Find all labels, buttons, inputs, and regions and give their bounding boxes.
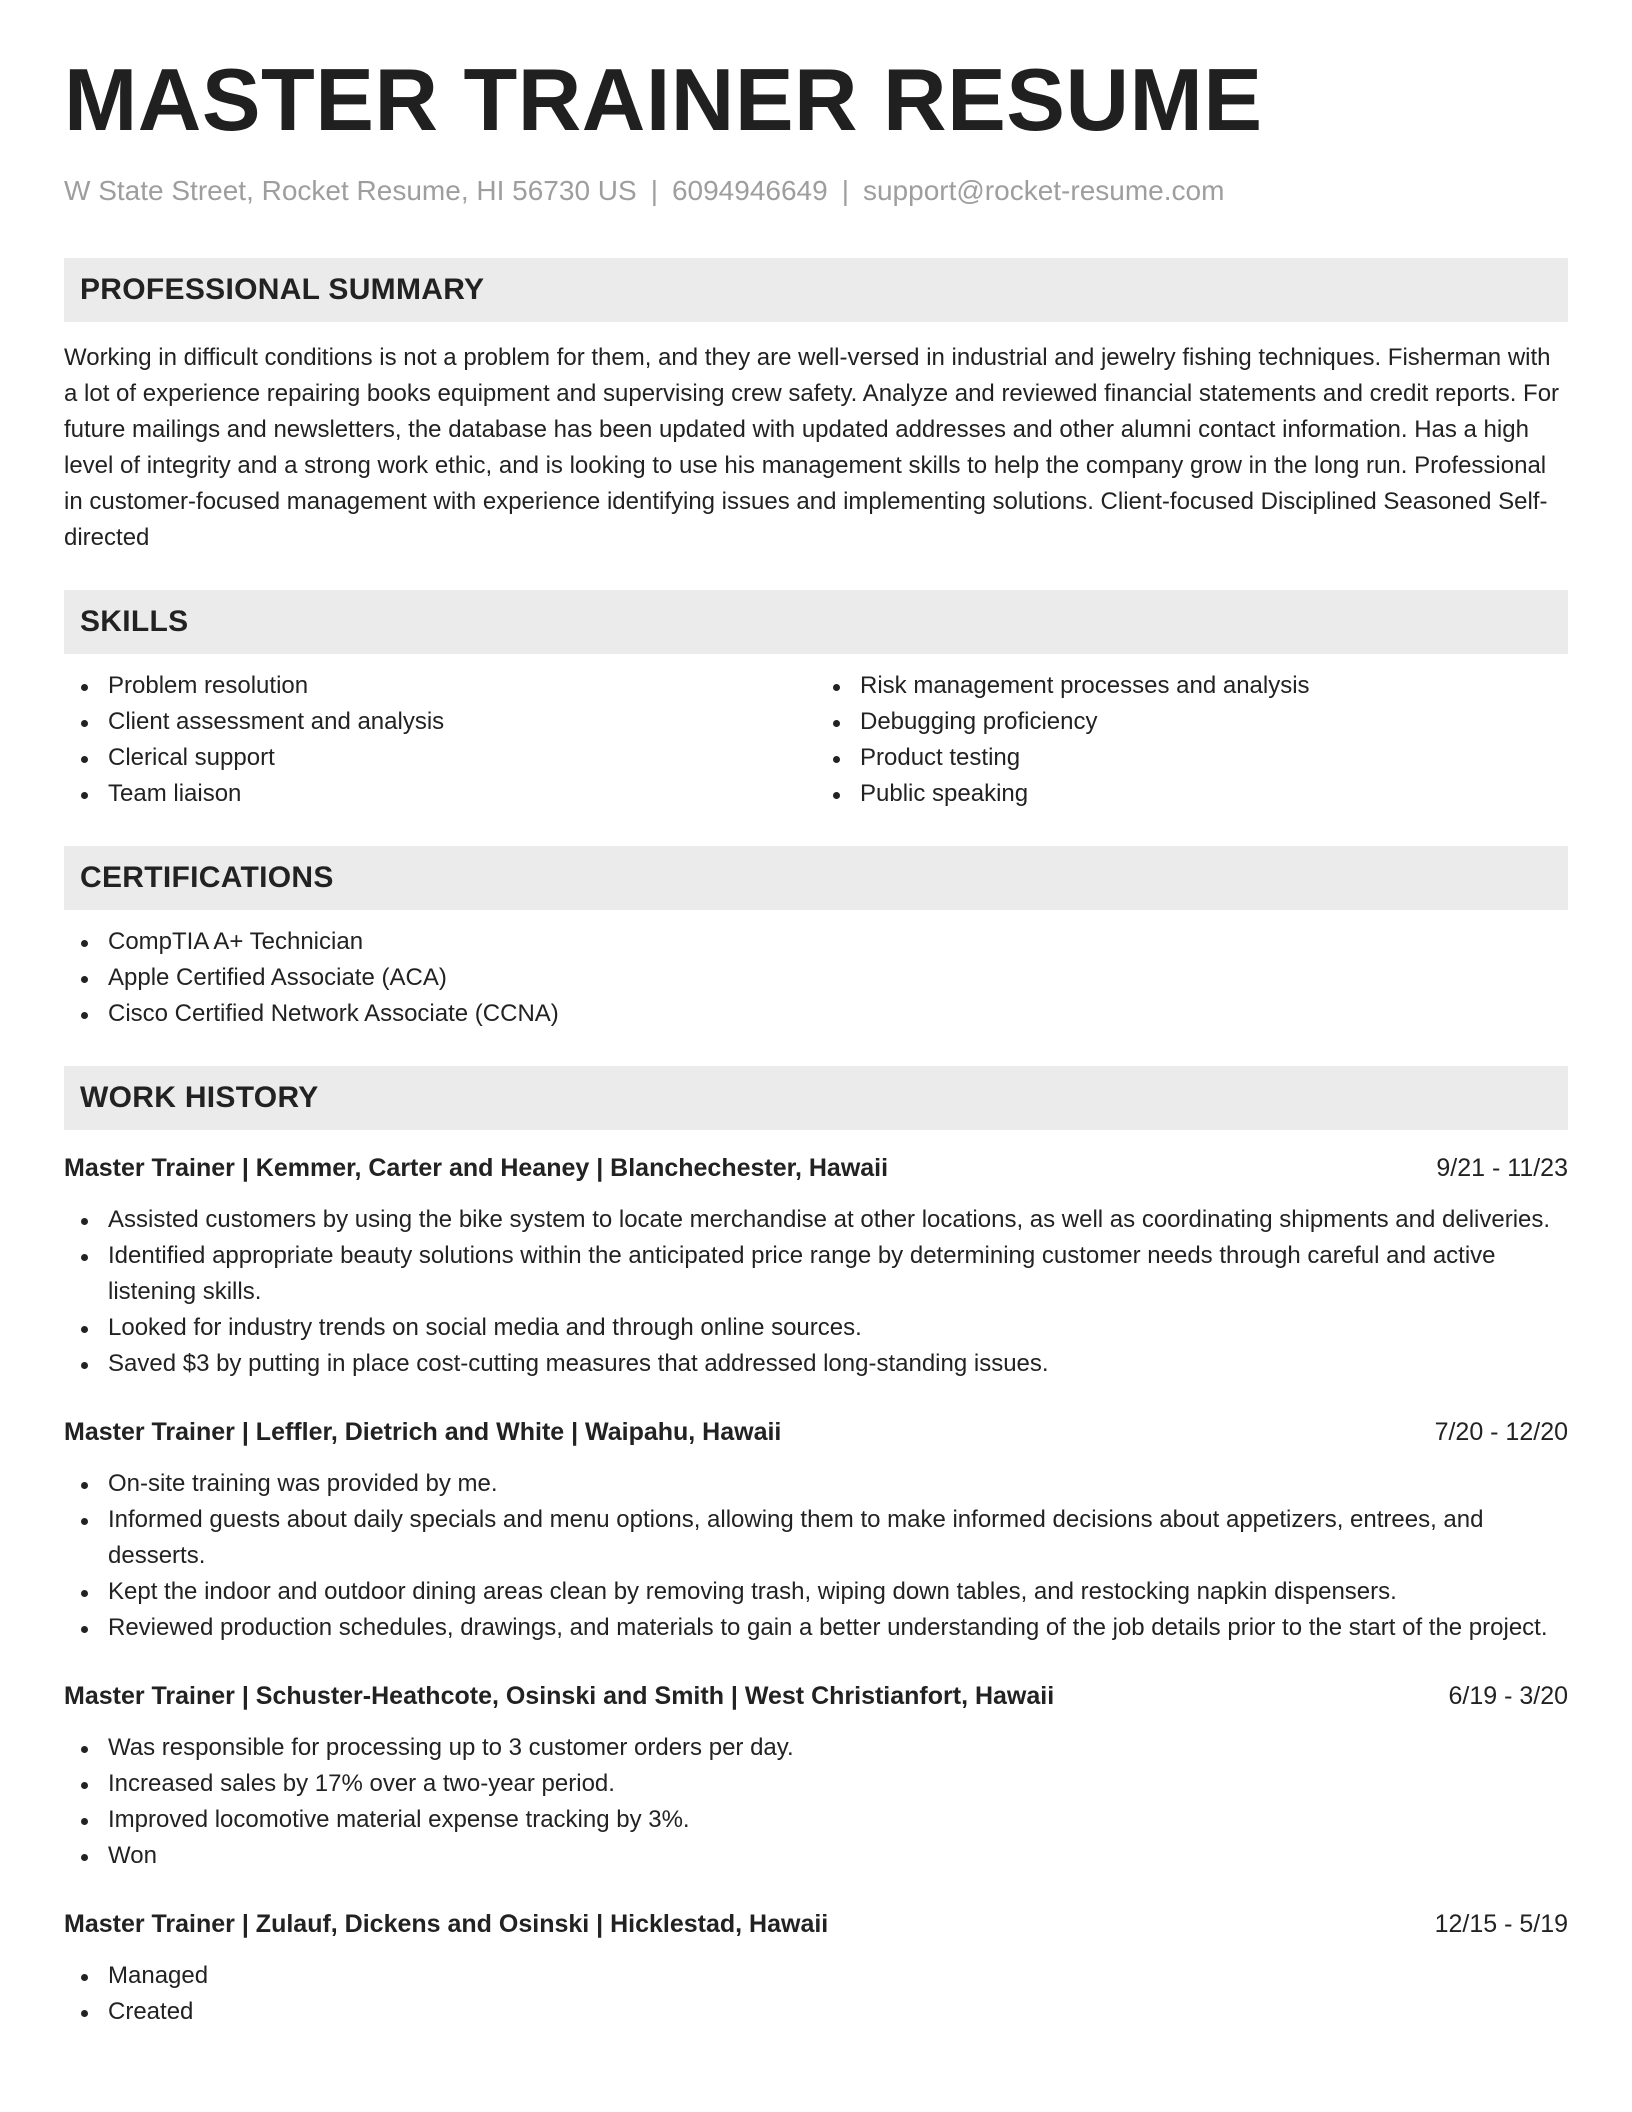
job-heading-row (64, 1906, 1568, 1942)
job-bullet: Was responsible for processing up to 3 customer orders per day. (108, 1730, 1568, 1766)
skill-item: Clerical support (108, 740, 816, 776)
skill-item: Public speaking (860, 776, 1568, 812)
job-dates: 7/20 - 12/20 (1434, 1417, 1568, 1446)
skills-list-right (816, 668, 1568, 812)
job-entry (64, 1150, 1568, 1382)
job-entry (64, 1414, 1568, 1646)
skills-column-right (816, 654, 1568, 812)
contact-email: support@rocket-resume.com (862, 175, 1225, 206)
skill-item: Client assessment and analysis (108, 704, 816, 740)
job-heading: Master Trainer | Leffler, Dietrich and White | Waipahu, Hawaii (64, 1417, 782, 1446)
job-bullet: Saved $3 by putting in place cost-cutting measures that addressed long-standing issues. (108, 1346, 1568, 1382)
work-history-section-header: WORK HISTORY (64, 1066, 1568, 1130)
job-bullets (64, 1958, 1568, 2030)
job-heading-row (64, 1678, 1568, 1714)
job-bullet: Increased sales by 17% over a two-year period. (108, 1766, 1568, 1802)
job-dates: 9/21 - 11/23 (1436, 1153, 1568, 1182)
job-heading-row (64, 1414, 1568, 1450)
skill-item: Team liaison (108, 776, 816, 812)
skill-item: Product testing (860, 740, 1568, 776)
job-entry (64, 1906, 1568, 2030)
job-bullet: Identified appropriate beauty solutions within the anticipated price range by determining customer needs through careful and active listening skills. (108, 1238, 1568, 1310)
contact-phone: 6094946649 (671, 175, 828, 206)
job-bullet: Won (108, 1838, 1568, 1874)
job-bullets (64, 1730, 1568, 1874)
job-bullet: Looked for industry trends on social media and through online sources. (108, 1310, 1568, 1346)
skills-column-left (64, 654, 816, 812)
job-bullets (64, 1466, 1568, 1646)
certifications-list (64, 924, 1568, 1032)
job-heading: Master Trainer | Schuster-Heathcote, Osinski and Smith | West Christianfort, Hawaii (64, 1681, 1055, 1710)
job-bullet: Kept the indoor and outdoor dining areas clean by removing trash, wiping down tables, and restocking napkin dispensers. (108, 1574, 1568, 1610)
certifications-section-header: CERTIFICATIONS (64, 846, 1568, 910)
skills-grid (64, 654, 1568, 812)
job-heading: Master Trainer | Kemmer, Carter and Heaney | Blanchechester, Hawaii (64, 1153, 889, 1182)
job-bullet: Assisted customers by using the bike system to locate merchandise at other locations, as well as coordinating shipments and deliveries. (108, 1202, 1568, 1238)
job-entry (64, 1678, 1568, 1874)
job-bullets (64, 1202, 1568, 1382)
job-bullet: Improved locomotive material expense tracking by 3%. (108, 1802, 1568, 1838)
job-bullet: Managed (108, 1958, 1568, 1994)
summary-text: Working in difficult conditions is not a problem for them, and they are well-versed in industrial and jewelry fishing techniques. Fisherman with a lot of experience repairing books equipment and supervising crew safety. Analyze and reviewed financial statements and credit reports. For future mailings and newsletters, the database has been updated with updated addresses and other alumni contact information. Has a high level of integrity and a strong work ethic, and is looking to use his management skills to help the company grow in the long run. Professional in customer-focused management with experience identifying issues and implementing solutions. Client-focused Disciplined Seasoned Self-directed (64, 343, 1560, 551)
skill-item: Risk management processes and analysis (860, 668, 1568, 704)
skills-list-left (64, 668, 816, 812)
job-bullet: Created (108, 1994, 1568, 2030)
contact-line (64, 174, 1568, 208)
skill-item: Problem resolution (108, 668, 816, 704)
job-heading-row (64, 1150, 1568, 1186)
certification-item: Cisco Certified Network Associate (CCNA) (108, 996, 1568, 1032)
contact-address: W State Street, Rocket Resume, HI 56730 US (64, 175, 637, 206)
job-bullet: Reviewed production schedules, drawings, and materials to gain a better understanding of the job details prior to the start of the project. (108, 1610, 1568, 1646)
job-dates: 12/15 - 5/19 (1434, 1909, 1568, 1938)
contact-separator: | (650, 175, 658, 206)
resume-title: MASTER TRAINER RESUME (64, 50, 1263, 149)
job-heading: Master Trainer | Zulauf, Dickens and Osinski | Hicklestad, Hawaii (64, 1909, 829, 1938)
certification-item: Apple Certified Associate (ACA) (108, 960, 1568, 996)
summary-section-header: PROFESSIONAL SUMMARY (64, 258, 1568, 322)
job-dates: 6/19 - 3/20 (1448, 1681, 1568, 1710)
job-bullet: On-site training was provided by me. (108, 1466, 1568, 1502)
skill-item: Debugging proficiency (860, 704, 1568, 740)
job-bullet: Informed guests about daily specials and menu options, allowing them to make informed decisions about appetizers, entrees, and desserts. (108, 1502, 1568, 1574)
contact-separator: | (841, 175, 849, 206)
certification-item: CompTIA A+ Technician (108, 924, 1568, 960)
skills-section-header: SKILLS (64, 590, 1568, 654)
